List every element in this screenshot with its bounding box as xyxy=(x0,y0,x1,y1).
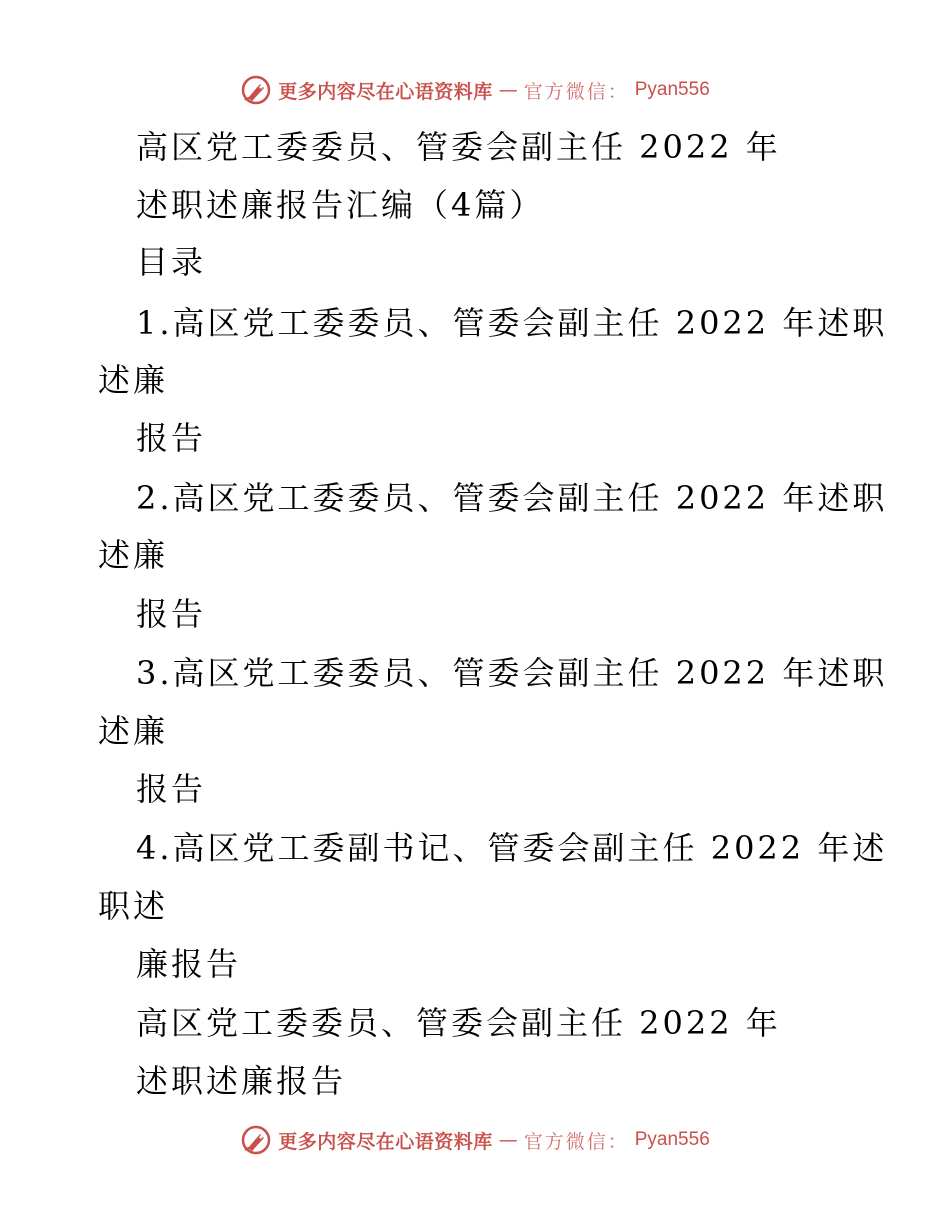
toc-item-4-line-2: 职述 xyxy=(98,887,169,925)
pen-nib-logo-icon xyxy=(240,1124,272,1156)
doc-title-line-1: 高区党工委委员、管委会副主任 2022 年 xyxy=(136,128,781,166)
watermark-separator: — xyxy=(498,1129,518,1151)
toc-heading: 目录 xyxy=(136,243,207,281)
toc-item-2-line-1: 2.高区党工委委员、管委会副主任 2022 年述职 xyxy=(136,479,888,517)
watermark-main-text: 更多内容尽在心语资料库 xyxy=(278,80,493,103)
section-title-line-2: 述职述廉报告 xyxy=(136,1062,347,1100)
watermark-sub-text: 官方微信： xyxy=(523,1130,629,1153)
toc-item-3-line-1: 3.高区党工委委员、管委会副主任 2022 年述职 xyxy=(136,654,888,692)
toc-item-3-line-3: 报告 xyxy=(136,770,207,808)
section-title-line-1: 高区党工委委员、管委会副主任 2022 年 xyxy=(136,1004,781,1042)
toc-item-3-line-2: 述廉 xyxy=(98,712,169,750)
watermark-id: Pyan556 xyxy=(634,79,710,100)
watermark-header xyxy=(0,70,950,110)
watermark-separator: — xyxy=(498,79,518,101)
toc-item-1-line-1: 1.高区党工委委员、管委会副主任 2022 年述职 xyxy=(136,304,888,342)
toc-item-4-line-1: 4.高区党工委副书记、管委会副主任 2022 年述 xyxy=(136,829,888,867)
pen-nib-logo-icon xyxy=(240,74,272,106)
toc-item-4-line-3: 廉报告 xyxy=(136,945,242,983)
toc-item-1-line-2: 述廉 xyxy=(98,361,169,399)
toc-item-1-line-3: 报告 xyxy=(136,419,207,457)
watermark-id: Pyan556 xyxy=(634,1129,710,1150)
toc-item-2-line-3: 报告 xyxy=(136,595,207,633)
watermark-footer xyxy=(0,1120,950,1160)
watermark-main-text: 更多内容尽在心语资料库 xyxy=(278,1130,493,1153)
doc-title-line-2: 述职述廉报告汇编（4篇） xyxy=(136,186,545,224)
watermark-sub-text: 官方微信： xyxy=(523,80,629,103)
toc-item-2-line-2: 述廉 xyxy=(98,536,169,574)
